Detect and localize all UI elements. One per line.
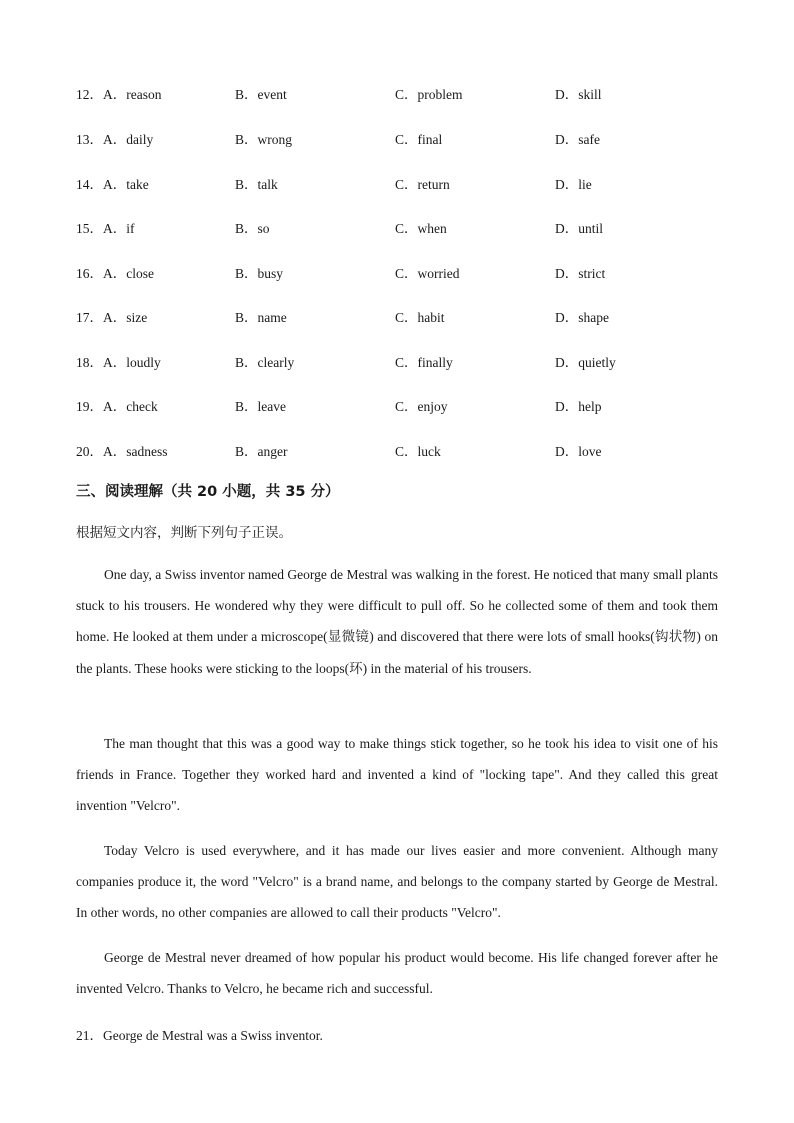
option-a: 12．A．reason (76, 87, 162, 102)
option-b: B．clearly (235, 355, 295, 370)
option-c: C．problem (395, 87, 463, 102)
option-a: 19．A．check (76, 399, 158, 414)
option-c: C．when (395, 221, 447, 236)
option-c: C．habit (395, 310, 445, 325)
passage-paragraph: The man thought that this was a good way to make things stick together, so he took his idea to visit one of his friends in France. Together they worked hard and invented a kind of "locking tape". And they called this great invention "Velcro". (76, 736, 718, 814)
question-13-options (76, 128, 756, 148)
option-d: D．strict (555, 266, 606, 281)
option-b: B．talk (235, 177, 278, 192)
option-a: 15．A．if (76, 221, 135, 236)
question-17-options (76, 306, 756, 326)
option-d: D．love (555, 444, 602, 459)
passage-paragraph: George de Mestral never dreamed of how popular his product would become. His life changed forever after he invented Velcro. Thanks to Velcro, he became rich and successful. (76, 950, 718, 997)
section-heading: 三、阅读理解（共 20 小题，共 35 分） (76, 484, 340, 500)
option-a: 16．A．close (76, 266, 154, 281)
option-d: D．skill (555, 87, 602, 102)
section-instruction: 根据短文内容，判断下列句子正误。 (76, 525, 292, 541)
option-b: B．wrong (235, 132, 292, 147)
option-b: B．leave (235, 399, 286, 414)
option-c: C．finally (395, 355, 453, 370)
option-c: C．return (395, 177, 450, 192)
option-a: 14．A．take (76, 177, 149, 192)
question-19-options (76, 395, 756, 415)
option-d: D．until (555, 221, 604, 236)
option-c: C．final (395, 132, 443, 147)
option-b: B．busy (235, 266, 284, 281)
option-c: C．worried (395, 266, 460, 281)
passage-paragraph: Today Velcro is used everywhere, and it has made our lives easier and more convenient. Although many companies produce it, the word "Velcro" is a brand name, and belongs to the company started by George de Mestral. In other words, no other companies are allowed to call their products "Velcro". (76, 843, 718, 921)
option-d: D．safe (555, 132, 600, 147)
option-a: 13．A．daily (76, 132, 154, 147)
question-18-options (76, 351, 756, 371)
option-b: B．anger (235, 444, 288, 459)
option-a: 18．A．loudly (76, 355, 161, 370)
option-b: B．name (235, 310, 287, 325)
option-a: 20．A．sadness (76, 444, 168, 459)
option-a: 17．A．size (76, 310, 148, 325)
option-c: C．luck (395, 444, 441, 459)
option-b: B．event (235, 87, 287, 102)
option-d: D．lie (555, 177, 592, 192)
option-d: D．help (555, 399, 602, 414)
question-16-options (76, 262, 756, 282)
option-c: C．enjoy (395, 399, 448, 414)
question-14-options (76, 173, 756, 193)
question-15-options (76, 217, 756, 237)
question-12-options (76, 83, 756, 103)
question-20-options (76, 440, 756, 460)
option-b: B．so (235, 221, 270, 236)
option-d: D．quietly (555, 355, 616, 370)
option-d: D．shape (555, 310, 609, 325)
question-21: 21．George de Mestral was a Swiss inventor. (76, 1028, 323, 1043)
passage-paragraph: One day, a Swiss inventor named George de Mestral was walking in the forest. He noticed that many small plants stuck to his trousers. He wondered why they were difficult to pull off. So he collected some of them and took them home. He looked at them under a microscope(显微镜) and discovered that there were lots of small hooks(钩状物) on the plants. These hooks were sticking to the loops(环) in the material of his trousers. (76, 567, 718, 676)
